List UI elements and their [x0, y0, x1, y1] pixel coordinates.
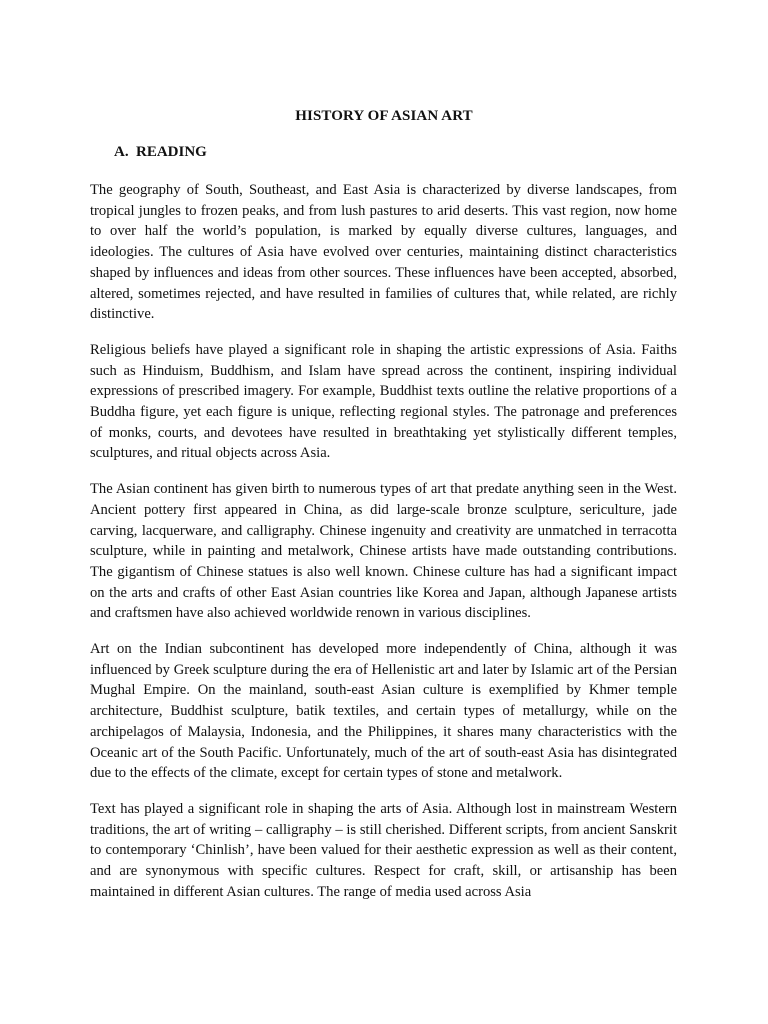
document-body: [90, 180, 677, 918]
paragraph: The Asian continent has given birth to numerous types of art that predate anything seen in the West. Ancient pottery first appeared in China, as did large-scale bronze sculpture, sericulture, jade carving, lacquerware, and calligraphy. Chinese ingenuity and creativity are unmatched in terracotta sculpture, while in painting and metalwork, Chinese artists have made outstanding contributions. The gigantism of Chinese statues is also well known. Chinese culture has had a significant impact on the arts and crafts of other East Asian countries like Korea and Japan, although Japanese artists and craftsmen have also achieved worldwide renown in various disciplines.: [90, 481, 677, 622]
paragraph: Religious beliefs have played a significant role in shaping the artistic expressions of Asia. Faiths such as Hinduism, Buddhism, and Islam have spread across the continent, inspiring individual expressions of prescribed imagery. For example, Buddhist texts outline the relative proportions of a Buddha figure, yet each figure is unique, reflecting regional styles. The patronage and preferences of monks, courts, and devotees have resulted in breathtaking yet stylistically different temples, sculptures, and ritual objects across Asia.: [90, 341, 677, 462]
paragraph: Text has played a significant role in shaping the arts of Asia. Although lost in mainstream Western traditions, the art of writing – calligraphy – is still cherished. Different scripts, from ancient Sanskrit to contemporary ‘Chinlish’, have been valued for their aesthetic expression as well as their content, and are synonymous with specific cultures. Respect for craft, skill, or artisanship has been maintained in different Asian cultures. The range of media used across Asia: [90, 800, 677, 900]
section-heading: [114, 144, 207, 161]
paragraph: The geography of South, Southeast, and East Asia is characterized by diverse landscapes, from tropical jungles to frozen peaks, and from lush pastures to arid deserts. This vast region, now home to over half the world’s population, is marked by equally diverse cultures, languages, and ideologies. The cultures of Asia have evolved over centuries, maintaining distinct characteristics shaped by influences and ideas from other sources. These influences have been accepted, absorbed, altered, sometimes rejected, and have resulted in families of cultures that, while related, are richly distinctive.: [90, 182, 677, 323]
section-label: READING: [136, 144, 207, 160]
section-marker: A.: [114, 144, 129, 160]
paragraph: Art on the Indian subcontinent has developed more independently of China, although it was influenced by Greek sculpture during the era of Hellenistic art and later by Islamic art of the Persian Mughal Empire. On the mainland, south-east Asian culture is exemplified by Khmer temple architecture, Buddhist sculpture, batik textiles, and certain types of metallurgy, while on the archipelagos of Malaysia, Indonesia, and the Philippines, it shares many characteristics with the Oceanic art of the South Pacific. Unfortunately, much of the art of south-east Asia has disintegrated due to the effects of the climate, except for certain types of stone and metalwork.: [90, 641, 677, 782]
document-title: HISTORY OF ASIAN ART: [295, 108, 473, 124]
